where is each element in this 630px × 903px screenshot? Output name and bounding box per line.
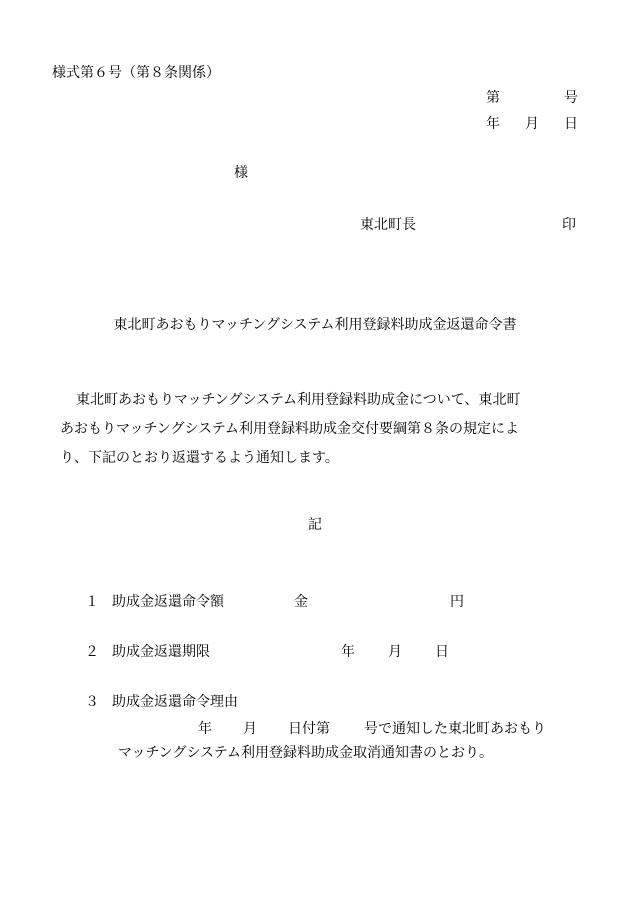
reason-line-2: マッチングシステム利用登録料助成金取消通知書のとおり。	[118, 745, 494, 761]
reason-notice-text: 号で通知した東北町あおもり	[364, 721, 546, 737]
item-3-label: 助成金返還命令理由	[112, 694, 238, 710]
item-2-number: ２	[85, 644, 99, 660]
item-1-label: 助成金返還命令額	[112, 594, 224, 610]
body-line-2: あおもりマッチングシステム利用登録料助成金交付要綱第８条の規定によ	[60, 421, 520, 437]
date-year: 年	[486, 116, 500, 132]
sender-title: 東北町長	[360, 217, 416, 233]
item-1-number: １	[85, 594, 99, 610]
number-go: 号	[564, 90, 578, 106]
reason-year: 年	[198, 721, 212, 737]
form-label: 様式第６号（第８条関係）	[52, 65, 220, 81]
date-month: 月	[525, 116, 539, 132]
ki-heading: 記	[308, 517, 322, 533]
document-date-line	[486, 117, 578, 131]
item-2-month: 月	[388, 644, 402, 660]
document-number-line	[486, 91, 578, 105]
reason-month: 月	[243, 721, 257, 737]
item-1-kin: 金	[294, 594, 308, 610]
body-paragraph	[60, 386, 580, 473]
item-1-yen: 円	[450, 594, 464, 610]
item-3-number: ３	[85, 694, 99, 710]
number-dai: 第	[486, 90, 500, 106]
reason-day-dai: 日付第	[288, 721, 330, 737]
item-2-label: 助成金返還期限	[112, 644, 210, 660]
body-line-1: 東北町あおもりマッチングシステム利用登録料助成金について、東北町	[76, 392, 521, 408]
seal-mark: 印	[562, 217, 576, 233]
body-line-3: り、下記のとおり返還するよう通知します。	[60, 450, 339, 466]
document-title: 東北町あおもりマッチングシステム利用登録料助成金返還命令書	[113, 317, 517, 333]
date-day: 日	[564, 116, 578, 132]
item-2-year: 年	[341, 644, 355, 660]
item-2-day: 日	[435, 644, 449, 660]
addressee-honorific: 様	[234, 165, 248, 181]
